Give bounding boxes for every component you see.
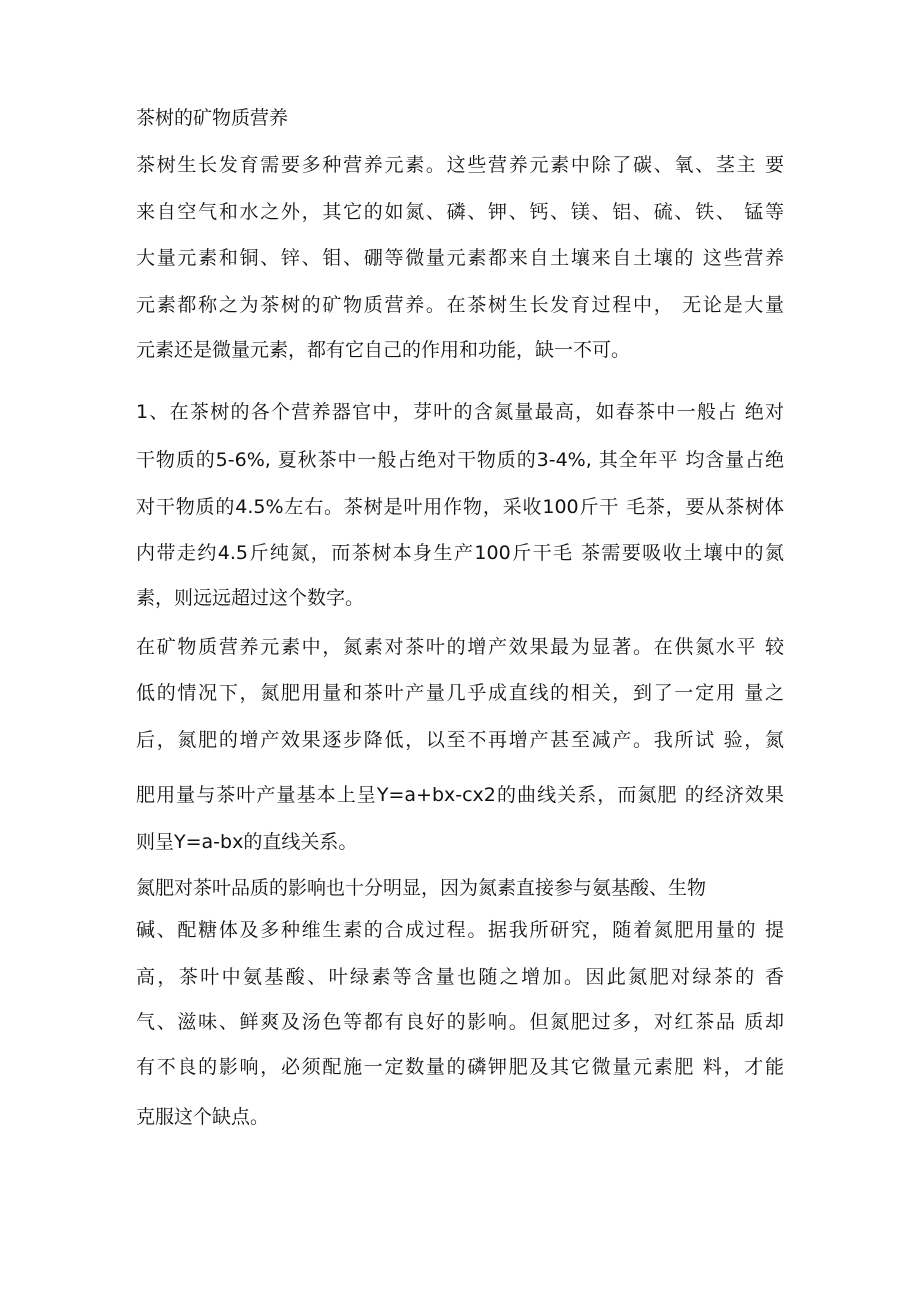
paragraph-line: 对干物质的4.5%左右。茶树是叶用作物，采收100斤干 毛茶，要从茶树体 — [136, 496, 784, 518]
paragraph-line: 有不良的影响，必须配施一定数量的磷钾肥及其它微量元素肥 料，才能 — [136, 1056, 784, 1078]
paragraph-line: 茶树生长发育需要多种营养元素。这些营养元素中除了碳、氧、茎主 要 — [136, 154, 784, 176]
paragraph-line: 则呈Y=a-bx的直线关系。 — [136, 831, 358, 853]
paragraph-line: 碱、配糖体及多种维生素的合成过程。据我所研究，随着氮肥用量的 提 — [136, 919, 784, 941]
paragraph-line: 元素都称之为茶树的矿物质营养。在茶树生长发育过程中， 无论是大量 — [136, 294, 784, 316]
paragraph-line: 素，则远远超过这个数字。 — [136, 587, 365, 609]
document-title: 茶树的矿物质营养 — [136, 107, 289, 129]
paragraph-line: 低的情况下，氮肥用量和茶叶产量几乎成直线的相关，到了一定用 量之 — [136, 682, 784, 704]
paragraph-line: 高，茶叶中氨基酸、叶绿素等含量也随之增加。因此氮肥对绿茶的 香 — [136, 966, 784, 988]
paragraph-line: 干物质的5-6%, 夏秋茶中一般占绝对干物质的3-4%, 其全年平 均含量占绝 — [136, 449, 784, 471]
paragraph-line: 后，氮肥的增产效果逐步降低，以至不再增产甚至减产。我所试 验，氮 — [136, 729, 784, 751]
paragraph-line: 氮肥对茶叶品质的影响也十分明显，因为氮素直接参与氨基酸、生物 — [136, 877, 707, 899]
paragraph-line: 大量元素和铜、锌、钼、硼等微量元素都来自土壤来自土壤的 这些营养 — [136, 247, 784, 269]
paragraph-line: 来自空气和水之外，其它的如氮、磷、钾、钙、镁、铝、硫、铁、 锰等 — [136, 201, 784, 223]
paragraph-line: 克服这个缺点。 — [136, 1106, 270, 1128]
paragraph-line: 在矿物质营养元素中，氮素对茶叶的增产效果最为显著。在供氮水平 较 — [136, 636, 784, 658]
paragraph-line: 1、在茶树的各个营养器官中，芽叶的含氮量最高，如春茶中一般占 绝对 — [136, 401, 784, 423]
paragraph-line: 内带走约4.5斤纯氮，而茶树本身生产100斤干毛 茶需要吸收土壤中的氮 — [136, 542, 784, 564]
paragraph-line: 肥用量与茶叶产量基本上呈Y=a+bx-cx2的曲线关系，而氮肥 的经济效果 — [136, 784, 784, 806]
paragraph-line: 元素还是微量元素，都有它自己的作用和功能，缺一不可。 — [136, 339, 631, 361]
paragraph-line: 气、滋味、鲜爽及汤色等都有良好的影响。但氮肥过多，对红茶品 质却 — [136, 1011, 784, 1033]
